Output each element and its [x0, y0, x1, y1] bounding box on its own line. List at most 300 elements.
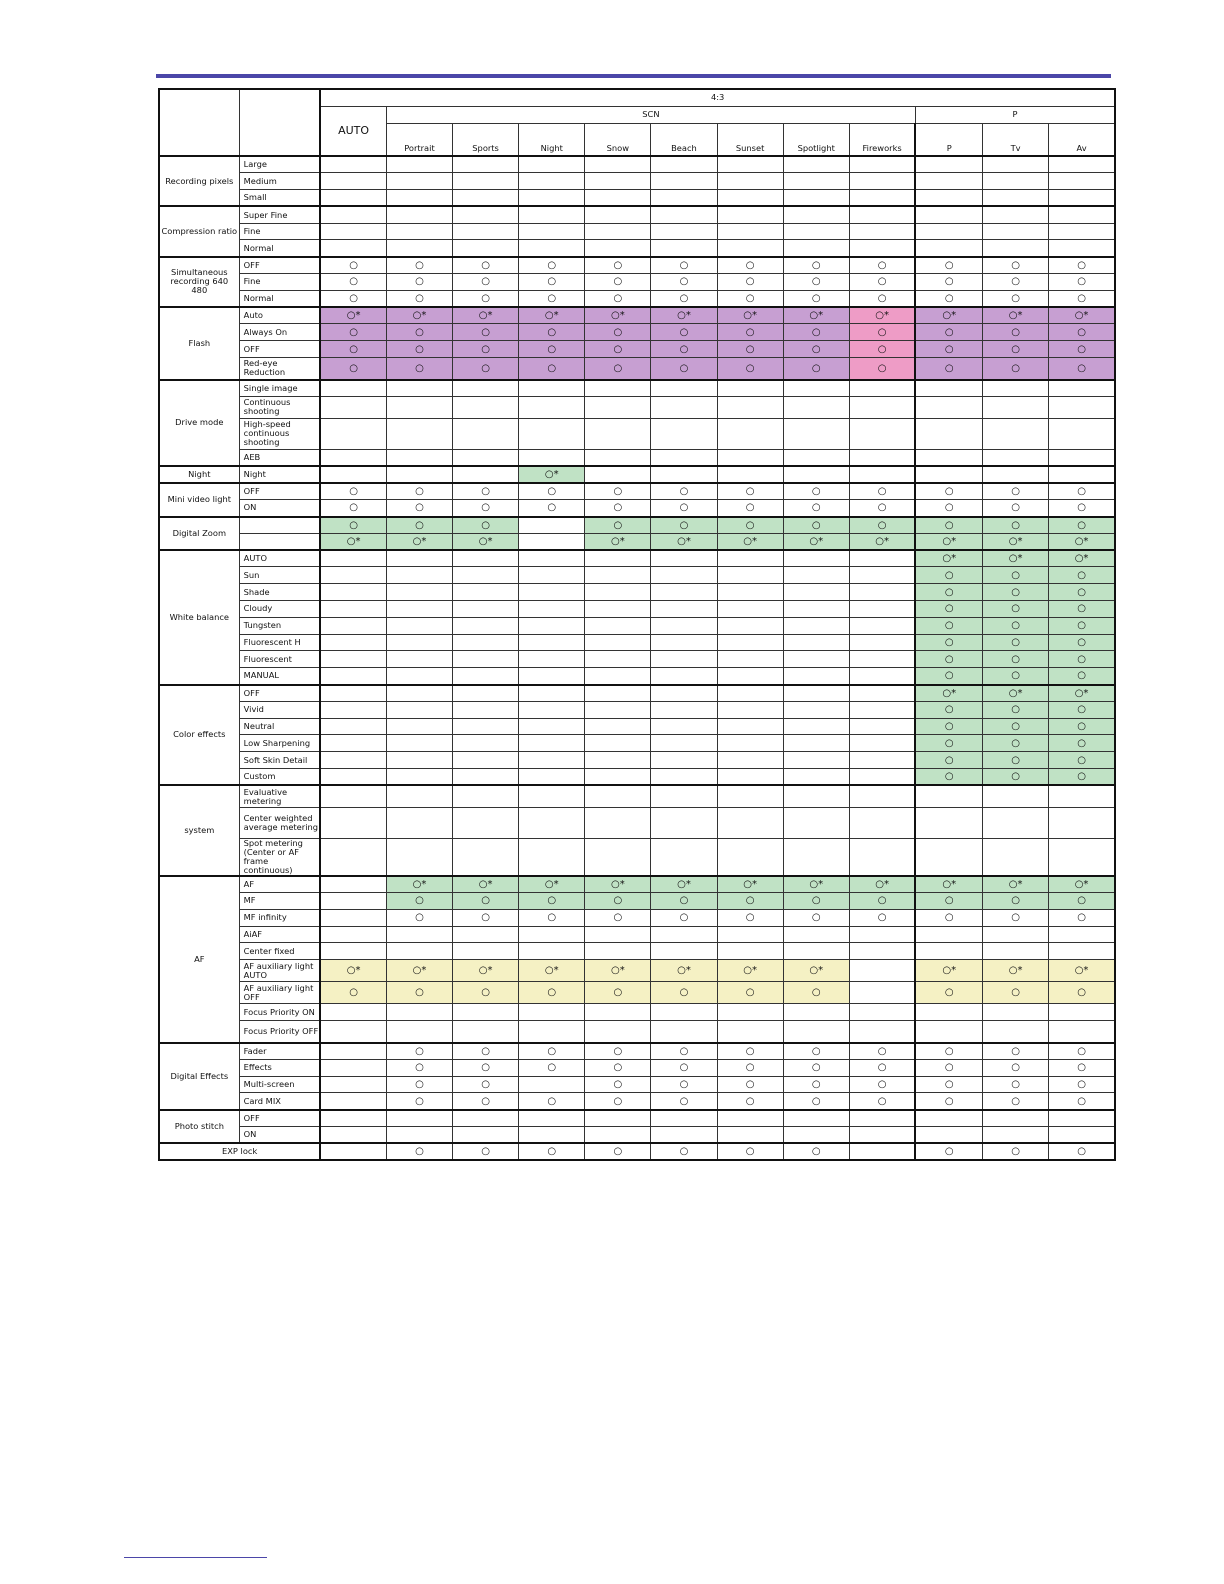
availability-mark: ○ — [944, 519, 954, 531]
row-label: Super Fine — [239, 206, 320, 223]
availability-cell — [585, 156, 651, 173]
mode-header-snow: Snow — [585, 123, 651, 156]
availability-cell — [717, 1076, 783, 1093]
availability-cell — [1049, 550, 1115, 567]
availability-cell — [320, 601, 386, 618]
availability-cell — [585, 341, 651, 358]
availability-mark: ○ — [679, 326, 689, 338]
availability-mark: ○ — [679, 1146, 689, 1158]
availability-cell — [386, 307, 452, 324]
availability-cell — [651, 567, 717, 584]
availability-cell — [717, 380, 783, 397]
availability-cell — [983, 735, 1049, 752]
availability-cell — [519, 206, 585, 223]
availability-mark: ○* — [478, 310, 493, 322]
table-row — [159, 752, 1115, 769]
availability-mark: ○ — [944, 293, 954, 305]
availability-cell — [783, 807, 849, 838]
availability-cell — [453, 685, 519, 702]
availability-cell — [983, 943, 1049, 960]
availability-cell — [386, 380, 452, 397]
table-row — [159, 701, 1115, 718]
availability-mark: ○ — [679, 362, 689, 374]
availability-mark: ○ — [349, 293, 358, 305]
availability-cell — [585, 533, 651, 550]
availability-cell — [1049, 651, 1115, 668]
availability-cell — [849, 1059, 915, 1076]
availability-mark: ○ — [349, 276, 358, 288]
availability-mark: ○ — [745, 895, 755, 907]
availability-cell — [783, 396, 849, 418]
availability-cell — [1049, 982, 1115, 1004]
availability-cell — [320, 807, 386, 838]
availability-cell — [717, 752, 783, 769]
availability-cell — [717, 584, 783, 601]
availability-cell — [1049, 909, 1115, 926]
availability-cell — [519, 1059, 585, 1076]
table-row — [159, 1127, 1115, 1144]
row-label: Center fixed — [239, 943, 320, 960]
availability-cell — [386, 634, 452, 651]
availability-cell — [783, 190, 849, 207]
availability-cell — [1049, 1093, 1115, 1110]
availability-cell — [783, 500, 849, 517]
availability-mark: ○ — [547, 1062, 557, 1074]
footer-rule — [124, 1557, 267, 1558]
availability-cell — [717, 324, 783, 341]
availability-cell — [453, 1059, 519, 1076]
aspect-header: 4:3 — [320, 89, 1115, 106]
availability-cell — [1049, 567, 1115, 584]
availability-cell — [585, 769, 651, 786]
availability-mark: ○* — [346, 535, 361, 547]
availability-cell — [585, 752, 651, 769]
availability-mark: ○* — [942, 535, 957, 547]
availability-cell — [915, 156, 982, 173]
availability-mark: ○ — [1011, 293, 1020, 305]
availability-cell — [1049, 943, 1115, 960]
availability-mark: ○ — [481, 1062, 490, 1074]
availability-cell — [386, 1021, 452, 1043]
availability-cell — [783, 982, 849, 1004]
availability-cell — [519, 1093, 585, 1110]
availability-mark: ○ — [547, 486, 557, 498]
availability-mark: ○* — [346, 965, 361, 977]
availability-mark: ○ — [877, 1062, 887, 1074]
availability-mark: ○ — [745, 276, 755, 288]
row-label: Soft Skin Detail — [239, 752, 320, 769]
availability-cell — [1049, 1021, 1115, 1043]
row-label: ON — [239, 500, 320, 517]
availability-cell — [849, 926, 915, 943]
availability-cell — [519, 341, 585, 358]
availability-cell — [915, 1076, 982, 1093]
availability-cell — [585, 943, 651, 960]
availability-cell — [453, 533, 519, 550]
table-row — [159, 685, 1115, 702]
availability-cell — [519, 752, 585, 769]
table-row — [159, 1059, 1115, 1076]
availability-cell — [1049, 517, 1115, 534]
availability-cell — [453, 752, 519, 769]
availability-cell — [519, 1043, 585, 1060]
availability-cell — [783, 1076, 849, 1093]
availability-cell — [651, 701, 717, 718]
availability-cell — [983, 769, 1049, 786]
table-row — [159, 418, 1115, 449]
availability-mark: ○ — [1011, 343, 1020, 355]
availability-cell — [519, 1021, 585, 1043]
availability-cell — [651, 240, 717, 257]
availability-cell — [453, 893, 519, 910]
availability-cell — [915, 1093, 982, 1110]
availability-cell — [519, 1110, 585, 1127]
availability-mark: ○* — [610, 878, 625, 890]
availability-cell — [651, 257, 717, 274]
availability-cell — [386, 483, 452, 500]
availability-mark: ○* — [610, 310, 625, 322]
availability-cell — [849, 668, 915, 685]
availability-cell — [386, 449, 452, 466]
availability-cell — [386, 601, 452, 618]
table-row — [159, 173, 1115, 190]
availability-cell — [453, 1004, 519, 1021]
availability-cell — [386, 718, 452, 735]
availability-mark: ○* — [412, 535, 427, 547]
availability-cell — [585, 240, 651, 257]
availability-cell — [783, 909, 849, 926]
availability-mark: ○ — [679, 502, 689, 514]
availability-mark: ○* — [875, 878, 889, 890]
availability-mark: ○ — [877, 362, 887, 374]
availability-mark: ○ — [415, 326, 424, 338]
availability-cell — [453, 838, 519, 876]
availability-mark: ○ — [811, 502, 821, 514]
availability-cell — [717, 517, 783, 534]
availability-cell — [651, 1110, 717, 1127]
availability-cell — [651, 651, 717, 668]
availability-cell — [915, 960, 982, 982]
availability-cell — [849, 500, 915, 517]
availability-cell — [915, 380, 982, 397]
availability-cell — [1049, 1143, 1115, 1160]
availability-cell — [783, 701, 849, 718]
availability-cell — [717, 307, 783, 324]
availability-mark: ○* — [875, 310, 889, 322]
availability-cell — [849, 206, 915, 223]
availability-cell — [519, 1004, 585, 1021]
availability-cell — [915, 307, 982, 324]
availability-mark: ○ — [415, 1095, 424, 1107]
availability-cell — [717, 1093, 783, 1110]
availability-mark: ○ — [547, 895, 557, 907]
group-label: Drive mode — [159, 380, 239, 467]
availability-mark: ○* — [942, 687, 957, 699]
availability-mark: ○ — [547, 276, 557, 288]
availability-cell — [1049, 876, 1115, 893]
availability-cell — [983, 718, 1049, 735]
availability-cell — [651, 785, 717, 807]
availability-cell — [983, 876, 1049, 893]
table-row — [159, 206, 1115, 223]
availability-cell — [915, 718, 982, 735]
availability-cell — [1049, 223, 1115, 240]
availability-cell — [915, 1127, 982, 1144]
availability-cell — [519, 735, 585, 752]
availability-cell — [717, 396, 783, 418]
availability-cell — [651, 324, 717, 341]
availability-mark: ○ — [415, 987, 424, 999]
availability-cell — [717, 449, 783, 466]
availability-cell — [320, 483, 386, 500]
availability-mark: ○ — [613, 343, 623, 355]
availability-cell — [915, 1004, 982, 1021]
availability-mark: ○* — [478, 965, 493, 977]
availability-cell — [849, 893, 915, 910]
availability-cell — [519, 617, 585, 634]
table-row — [159, 533, 1115, 550]
availability-mark: ○ — [1011, 670, 1020, 682]
availability-cell — [519, 668, 585, 685]
availability-cell — [585, 982, 651, 1004]
availability-cell — [453, 274, 519, 291]
availability-mark: ○ — [1077, 721, 1086, 732]
availability-cell — [585, 617, 651, 634]
availability-cell — [585, 173, 651, 190]
availability-cell — [651, 341, 717, 358]
availability-mark: ○* — [743, 535, 757, 547]
availability-cell — [1049, 206, 1115, 223]
availability-cell — [585, 668, 651, 685]
availability-mark: ○ — [481, 276, 490, 288]
availability-cell — [983, 1021, 1049, 1043]
availability-cell — [1049, 668, 1115, 685]
availability-cell — [783, 290, 849, 307]
availability-mark: ○ — [613, 987, 623, 999]
table-row — [159, 735, 1115, 752]
availability-mark: ○ — [349, 259, 358, 271]
availability-mark: ○ — [1011, 771, 1020, 783]
availability-cell — [717, 1110, 783, 1127]
availability-cell — [783, 785, 849, 807]
availability-cell — [519, 584, 585, 601]
availability-mark: ○ — [613, 293, 623, 305]
availability-mark: ○ — [944, 737, 954, 749]
availability-mark: ○ — [811, 326, 821, 338]
availability-cell — [783, 926, 849, 943]
availability-cell — [849, 396, 915, 418]
availability-cell — [983, 206, 1049, 223]
availability-cell — [783, 617, 849, 634]
row-label: Red-eye Reduction — [239, 358, 320, 380]
row-label: Continuous shooting — [239, 396, 320, 418]
availability-cell — [783, 156, 849, 173]
availability-cell — [386, 223, 452, 240]
auto-header: AUTO — [320, 106, 386, 156]
availability-cell — [983, 517, 1049, 534]
availability-mark: ○ — [415, 502, 424, 514]
mode-header-fireworks: Fireworks — [849, 123, 915, 156]
availability-mark: ○ — [1011, 987, 1020, 999]
availability-cell — [1049, 156, 1115, 173]
table-row — [159, 1004, 1115, 1021]
availability-cell — [717, 466, 783, 483]
availability-cell — [783, 1093, 849, 1110]
availability-cell — [983, 173, 1049, 190]
availability-cell — [386, 617, 452, 634]
row-label: Focus Priority ON — [239, 1004, 320, 1021]
availability-mark: ○ — [944, 670, 954, 682]
availability-cell — [585, 960, 651, 982]
availability-cell — [519, 769, 585, 786]
group-label: Digital Effects — [159, 1043, 239, 1110]
availability-cell — [849, 274, 915, 291]
availability-cell — [849, 418, 915, 449]
availability-mark: ○ — [679, 519, 689, 531]
availability-mark: ○ — [944, 987, 954, 999]
availability-cell — [983, 190, 1049, 207]
availability-cell — [983, 290, 1049, 307]
availability-mark: ○ — [415, 276, 424, 288]
availability-cell — [386, 257, 452, 274]
availability-cell — [585, 601, 651, 618]
availability-cell — [386, 960, 452, 982]
availability-mark: ○ — [944, 486, 954, 498]
availability-cell — [519, 701, 585, 718]
availability-cell — [320, 584, 386, 601]
table-row — [159, 1110, 1115, 1127]
availability-cell — [320, 173, 386, 190]
availability-cell — [783, 1127, 849, 1144]
availability-cell — [453, 876, 519, 893]
row-label: OFF — [239, 257, 320, 274]
row-label: Normal — [239, 290, 320, 307]
availability-cell — [386, 769, 452, 786]
availability-cell — [651, 617, 717, 634]
availability-cell — [585, 396, 651, 418]
availability-mark: ○ — [415, 1079, 424, 1091]
availability-mark: ○ — [1077, 653, 1086, 665]
availability-mark: ○ — [415, 1045, 424, 1057]
availability-mark: ○ — [679, 912, 689, 924]
availability-mark: ○ — [613, 1062, 623, 1074]
availability-cell — [651, 1021, 717, 1043]
availability-mark: ○ — [877, 276, 887, 288]
availability-cell — [386, 500, 452, 517]
availability-cell — [320, 500, 386, 517]
availability-cell — [320, 685, 386, 702]
availability-cell — [849, 257, 915, 274]
availability-mark: ○ — [1077, 293, 1086, 305]
table-row — [159, 943, 1115, 960]
availability-mark: ○ — [944, 362, 954, 374]
availability-cell — [1049, 274, 1115, 291]
row-label — [239, 517, 320, 534]
availability-cell — [651, 960, 717, 982]
availability-cell — [849, 634, 915, 651]
availability-cell — [717, 257, 783, 274]
availability-cell — [519, 926, 585, 943]
availability-cell — [717, 651, 783, 668]
row-label: MF infinity — [239, 909, 320, 926]
availability-cell — [717, 418, 783, 449]
availability-cell — [585, 358, 651, 380]
availability-mark: ○ — [745, 486, 755, 498]
availability-cell — [519, 960, 585, 982]
availability-cell — [783, 358, 849, 380]
availability-cell — [983, 651, 1049, 668]
availability-mark: ○ — [613, 362, 623, 374]
function-availability-table — [158, 88, 1116, 1161]
group-label: EXP lock — [159, 1143, 320, 1160]
availability-mark: ○ — [1011, 519, 1020, 531]
availability-mark: ○ — [481, 519, 490, 531]
availability-mark: ○ — [547, 912, 557, 924]
availability-mark: ○ — [679, 293, 689, 305]
availability-cell — [519, 982, 585, 1004]
availability-mark: ○* — [677, 878, 691, 890]
availability-cell — [983, 617, 1049, 634]
availability-cell — [320, 1043, 386, 1060]
availability-mark: ○* — [346, 310, 361, 322]
row-label: Fluorescent H — [239, 634, 320, 651]
availability-cell — [983, 1043, 1049, 1060]
availability-cell — [849, 838, 915, 876]
availability-cell — [453, 240, 519, 257]
availability-cell — [585, 1143, 651, 1160]
availability-mark: ○ — [547, 1095, 557, 1107]
availability-cell — [386, 876, 452, 893]
availability-cell — [915, 601, 982, 618]
mode-header-tv: Tv — [983, 123, 1049, 156]
availability-cell — [717, 290, 783, 307]
row-label: AEB — [239, 449, 320, 466]
availability-mark: ○ — [1011, 1062, 1020, 1074]
availability-cell — [717, 960, 783, 982]
availability-cell — [783, 1043, 849, 1060]
row-label: AiAF — [239, 926, 320, 943]
availability-mark: ○ — [1011, 737, 1020, 749]
availability-cell — [651, 1043, 717, 1060]
availability-cell — [915, 240, 982, 257]
availability-cell — [585, 500, 651, 517]
availability-cell — [983, 701, 1049, 718]
availability-mark: ○ — [811, 1146, 821, 1158]
availability-cell — [320, 1093, 386, 1110]
availability-mark: ○ — [1011, 502, 1020, 514]
availability-mark: ○* — [1008, 310, 1023, 322]
availability-mark: ○ — [349, 326, 358, 338]
availability-cell — [717, 240, 783, 257]
availability-cell — [1049, 893, 1115, 910]
availability-mark: ○ — [415, 519, 424, 531]
availability-cell — [783, 1021, 849, 1043]
availability-cell — [519, 718, 585, 735]
availability-cell — [717, 500, 783, 517]
availability-cell — [983, 156, 1049, 173]
availability-mark: ○ — [547, 987, 557, 999]
availability-mark: ○ — [944, 620, 954, 632]
availability-cell — [651, 1143, 717, 1160]
availability-cell — [1049, 358, 1115, 380]
availability-cell — [453, 701, 519, 718]
availability-mark: ○ — [745, 1045, 755, 1057]
availability-cell — [983, 341, 1049, 358]
availability-cell — [320, 206, 386, 223]
availability-cell — [717, 718, 783, 735]
mode-header-p: P — [915, 123, 982, 156]
availability-mark: ○ — [745, 1062, 755, 1074]
